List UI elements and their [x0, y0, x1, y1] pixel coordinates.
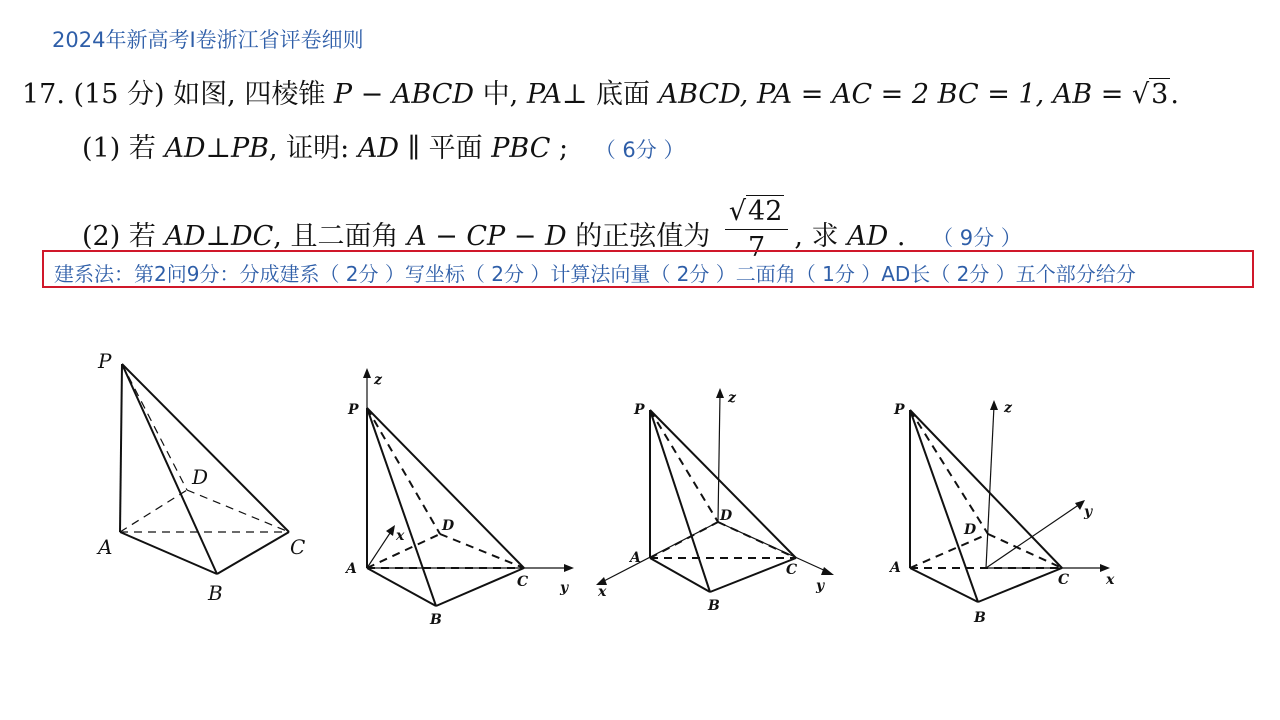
vertex-label-A: A [890, 560, 901, 576]
figure-coordinates-origin-A [340, 360, 590, 630]
axis-label-x: x [1106, 572, 1115, 588]
sqrt-three: √3 [1131, 79, 1169, 110]
part2-angle: A − CP − D [407, 221, 567, 252]
part2-points: （ 9分 ） [932, 226, 1022, 250]
part1-prove: 证明: [286, 133, 350, 164]
page-title: 2024年新高考Ⅰ卷浙江省评卷细则 [52, 28, 364, 52]
part1-if: 若 [128, 133, 156, 164]
edge-PD-hidden [122, 364, 187, 490]
vertex-label-C: C [786, 562, 798, 578]
part1-label: (1) [82, 133, 121, 164]
axis-z [718, 394, 720, 522]
vertex-label-P: P [98, 349, 112, 373]
part2-label: (2) [82, 221, 121, 252]
axis-z-arrow [716, 388, 724, 398]
vertex-label-D: D [964, 522, 977, 538]
edge-BC [710, 558, 796, 592]
part2-target: AD [847, 221, 889, 252]
axis-label-y: y [1084, 504, 1093, 520]
vertex-label-A: A [98, 535, 113, 559]
axis-y-arrow [564, 564, 574, 572]
stem-mid: 中, [482, 79, 519, 110]
stem-intro: 如图, 四棱锥 [173, 79, 326, 110]
vertex-label-D: D [442, 518, 455, 534]
edge-PC [910, 410, 1062, 568]
edge-AD-hidden [910, 534, 988, 568]
edge-DC-hidden [988, 534, 1062, 568]
radicand: 3 [1151, 79, 1169, 110]
vertex-label-D: D [192, 465, 209, 489]
part2-period: . [896, 221, 906, 252]
grading-criteria-text: 建系法：第2问9分：分成建系（ 2分 ）写坐标（ 2分 ）计算法向量（ 2分 ）二面角（ 1分 ）AD长（ 2分 ）五个部分给分 [54, 262, 1136, 286]
edge-DC-hidden [187, 490, 289, 532]
part1-statement: AD ∥ [357, 133, 421, 164]
fraction-numerator: √42 [725, 196, 789, 230]
vertex-label-C: C [290, 535, 306, 559]
part1-plane: 平面 [428, 133, 483, 164]
axis-label-z: z [374, 372, 382, 388]
ab-equation: AB = [1052, 79, 1124, 110]
axis-x [367, 530, 392, 568]
question-number: 17. [22, 79, 65, 110]
vertex-label-B: B [208, 581, 223, 605]
axis-z [986, 406, 994, 568]
edge-BC [436, 568, 524, 606]
edge-PA [120, 364, 122, 532]
axis-label-y: y [816, 578, 825, 594]
edge-PC [367, 408, 524, 568]
axis-label-z: z [728, 390, 736, 406]
edge-AB [120, 532, 217, 574]
vertex-label-A: A [630, 550, 641, 566]
stem-base: 底面 [596, 79, 650, 110]
condition-pa: PA⊥ [526, 79, 588, 110]
part1-comma: , [268, 133, 278, 164]
axis-y [986, 504, 1080, 568]
part2-text3: , 求 [794, 221, 839, 252]
figure-coordinates-origin-D [590, 380, 840, 620]
part2-comma: , [273, 221, 282, 252]
vertex-label-P: P [894, 402, 905, 418]
part2-if: 若 [128, 221, 156, 252]
edge-BC [217, 532, 289, 574]
fraction-denominator: 7 [748, 232, 766, 263]
edge-PD-hidden [650, 410, 718, 522]
question-score: (15 分) [73, 79, 165, 110]
figure-pyramid-original [80, 330, 340, 620]
edge-PD-hidden [910, 410, 988, 534]
edge-AD-hidden [120, 490, 187, 532]
part2-text2: 的正弦值为 [575, 221, 711, 252]
part1-plane-name: PBC [491, 133, 551, 164]
edge-PC [650, 410, 796, 558]
edge-DC-hidden [440, 534, 524, 568]
numerator-radicand: 42 [748, 196, 783, 227]
edge-PB [367, 408, 436, 606]
axis-z-arrow [363, 368, 371, 378]
axis-x-arrow [386, 525, 395, 536]
axis-z-arrow [990, 400, 998, 410]
edge-PC [122, 364, 289, 532]
part1-condition: AD⊥PB [164, 133, 269, 164]
part1-points: （ 6分 ） [594, 138, 685, 162]
stem-period: . [1170, 79, 1179, 110]
vertex-label-D: D [720, 508, 733, 524]
base-name: ABCD, [658, 79, 749, 110]
question-stem [22, 72, 1179, 111]
axis-y-arrow [821, 567, 834, 575]
vertex-label-P: P [348, 402, 359, 418]
edge-BC [978, 568, 1062, 602]
edge-PB [650, 410, 710, 592]
vertex-label-C: C [1058, 572, 1070, 588]
vertex-label-B: B [708, 598, 720, 614]
pyramid-name: P − ABCD [333, 79, 475, 110]
question-part-1 [82, 126, 684, 165]
vertex-label-B: B [974, 610, 986, 626]
part2-text1: 且二面角 [290, 221, 399, 252]
figure-coordinates-origin-AC [880, 380, 1130, 630]
axis-label-x: x [396, 528, 405, 544]
vertex-label-C: C [517, 574, 529, 590]
grading-criteria-box [42, 250, 1254, 288]
vertex-label-P: P [634, 402, 645, 418]
vertex-label-A: A [346, 561, 357, 577]
vertex-label-B: B [430, 612, 442, 628]
part2-condition: AD⊥DC [164, 221, 274, 252]
axis-label-z: z [1004, 400, 1012, 416]
axis-label-x: x [598, 584, 607, 600]
condition-equalities: PA = AC = 2 BC = 1, [756, 79, 1045, 110]
axis-x-arrow [1100, 564, 1110, 572]
axis-label-y: y [560, 580, 569, 596]
part1-semicolon: ; [559, 133, 569, 164]
